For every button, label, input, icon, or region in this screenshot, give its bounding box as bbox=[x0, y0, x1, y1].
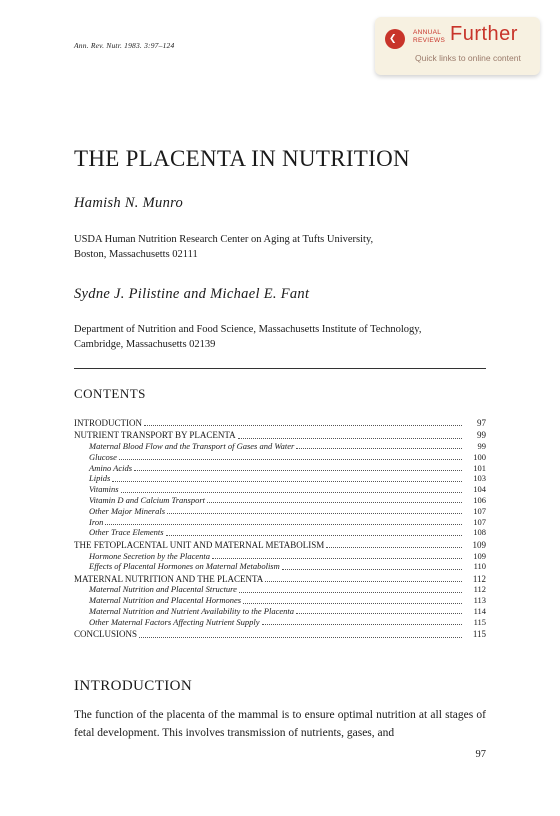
section-divider bbox=[74, 368, 486, 369]
toc-entry[interactable] bbox=[74, 517, 486, 528]
toc-entry-label: MATERNAL NUTRITION AND THE PLACENTA bbox=[74, 573, 264, 584]
toc-leader-dots bbox=[139, 630, 462, 638]
toc-leader-dots bbox=[262, 617, 462, 625]
toc-leader-dots bbox=[239, 585, 462, 593]
table-of-contents bbox=[74, 418, 486, 640]
toc-entry-label: Effects of Placental Hormones on Maternal Metabolism bbox=[89, 561, 280, 572]
toc-entry[interactable] bbox=[74, 629, 486, 640]
toc-entry-label: Maternal Nutrition and Placental Structure bbox=[89, 584, 237, 595]
toc-leader-dots bbox=[212, 551, 462, 559]
publisher-line-2: REVIEWS bbox=[413, 36, 446, 44]
affiliation-2 bbox=[74, 322, 421, 352]
page-number: 97 bbox=[475, 749, 486, 760]
toc-entry[interactable] bbox=[74, 484, 486, 495]
toc-entry-label: Iron bbox=[89, 516, 104, 527]
affiliation-2-line-2: Cambridge, Massachusetts 02139 bbox=[74, 339, 216, 350]
toc-entry-page: 100 bbox=[473, 451, 486, 462]
toc-entry-page: 107 bbox=[473, 516, 486, 527]
toc-entry[interactable] bbox=[74, 606, 486, 617]
toc-leader-dots bbox=[166, 528, 462, 536]
toc-entry[interactable] bbox=[74, 441, 486, 452]
publisher-name bbox=[413, 29, 445, 44]
introduction-paragraph: The function of the placenta of the mammal is to ensure optimal nutrition at all stages of fetal development. This involves transmission of nutrients, gases, and bbox=[74, 709, 486, 739]
affiliation-1-line-1: USDA Human Nutrition Research Center on Aging at Tufts University, bbox=[74, 234, 374, 245]
toc-entry[interactable] bbox=[74, 452, 486, 463]
toc-leader-dots bbox=[134, 463, 462, 471]
toc-entry[interactable] bbox=[74, 430, 486, 441]
toc-entry-page: 97 bbox=[477, 418, 486, 428]
toc-leader-dots bbox=[326, 540, 462, 548]
toc-leader-dots bbox=[282, 562, 462, 570]
toc-entry-label: Maternal Nutrition and Placental Hormones bbox=[89, 595, 242, 606]
toc-entry-label: Other Trace Elements bbox=[89, 527, 164, 538]
toc-entry-label: INTRODUCTION bbox=[74, 418, 142, 428]
toc-entry-page: 112 bbox=[473, 584, 486, 595]
toc-leader-dots bbox=[238, 431, 462, 439]
toc-entry[interactable] bbox=[74, 584, 486, 595]
toc-entry-label: Glucose bbox=[89, 451, 117, 462]
logo-symbol: ❮ bbox=[389, 34, 397, 44]
journal-citation: Ann. Rev. Nutr. 1983. 3:97–124 bbox=[74, 41, 175, 50]
affiliation-1-line-2: Boston, Massachusetts 02111 bbox=[74, 249, 198, 260]
toc-entry-page: 109 bbox=[472, 539, 486, 550]
toc-entry-page: 110 bbox=[473, 561, 486, 572]
toc-entry-label: Lipids bbox=[89, 473, 111, 484]
further-badge[interactable] bbox=[375, 17, 540, 75]
toc-entry-page: 99 bbox=[477, 441, 486, 452]
further-subtitle: Quick links to online content bbox=[415, 53, 521, 63]
toc-entry[interactable] bbox=[74, 418, 486, 429]
toc-entry-label: Amino Acids bbox=[89, 462, 133, 473]
toc-entry-page: 108 bbox=[473, 527, 486, 538]
toc-entry[interactable] bbox=[74, 595, 486, 606]
toc-entry-label: Maternal Nutrition and Nutrient Availability to the Placenta bbox=[89, 606, 295, 617]
toc-entry-label: Vitamins bbox=[89, 484, 119, 495]
toc-entry-label: Other Major Minerals bbox=[89, 505, 166, 516]
toc-leader-dots bbox=[243, 596, 462, 604]
toc-entry-page: 115 bbox=[472, 629, 486, 640]
author-names-2: Sydne J. Pilistine and Michael E. Fant bbox=[74, 286, 310, 302]
toc-entry[interactable] bbox=[74, 473, 486, 484]
toc-leader-dots bbox=[207, 495, 462, 503]
toc-entry-label: Other Maternal Factors Affecting Nutrient Supply bbox=[89, 616, 260, 627]
author-names-1: Hamish N. Munro bbox=[74, 195, 184, 211]
toc-entry-page: 114 bbox=[473, 606, 486, 617]
introduction-heading: INTRODUCTION bbox=[74, 678, 193, 694]
article-title: THE PLACENTA IN NUTRITION bbox=[74, 146, 410, 171]
toc-entry-label: Hormone Secretion by the Placenta bbox=[89, 550, 211, 561]
toc-entry-page: 104 bbox=[473, 484, 486, 495]
toc-entry[interactable] bbox=[74, 463, 486, 474]
toc-entry[interactable] bbox=[74, 551, 486, 562]
toc-leader-dots bbox=[265, 574, 462, 582]
toc-entry[interactable] bbox=[74, 617, 486, 628]
toc-entry[interactable] bbox=[74, 495, 486, 506]
toc-leader-dots bbox=[296, 606, 462, 614]
toc-entry[interactable] bbox=[74, 540, 486, 551]
toc-entry-label: Maternal Blood Flow and the Transport of Gases and Water bbox=[89, 441, 295, 452]
toc-entry-label: THE FETOPLACENTAL UNIT AND MATERNAL METABOLISM bbox=[74, 539, 325, 550]
toc-entry-label: NUTRIENT TRANSPORT BY PLACENTA bbox=[74, 430, 236, 441]
affiliation-1 bbox=[74, 232, 373, 262]
toc-entry-label: Vitamin D and Calcium Transport bbox=[89, 495, 206, 506]
toc-entry-page: 112 bbox=[472, 573, 486, 584]
toc-leader-dots bbox=[121, 485, 462, 493]
contents-heading: CONTENTS bbox=[74, 386, 146, 401]
toc-entry-page: 99 bbox=[477, 430, 486, 441]
toc-entry-page: 115 bbox=[473, 616, 486, 627]
toc-entry-page: 101 bbox=[473, 462, 486, 473]
toc-entry[interactable] bbox=[74, 561, 486, 572]
toc-leader-dots bbox=[119, 452, 462, 460]
annual-reviews-logo-icon bbox=[385, 29, 405, 49]
toc-entry-page: 109 bbox=[473, 550, 486, 561]
toc-leader-dots bbox=[105, 517, 462, 525]
publisher-line-1: ANNUAL bbox=[413, 29, 442, 36]
toc-entry-page: 103 bbox=[473, 473, 486, 484]
toc-leader-dots bbox=[167, 506, 462, 514]
toc-entry[interactable] bbox=[74, 527, 486, 538]
toc-entry-page: 113 bbox=[473, 595, 486, 606]
toc-leader-dots bbox=[144, 418, 462, 426]
affiliation-2-line-1: Department of Nutrition and Food Science, Massachusetts Institute of Technology, bbox=[74, 324, 422, 335]
toc-entry-page: 106 bbox=[473, 495, 486, 506]
toc-entry[interactable] bbox=[74, 506, 486, 517]
toc-leader-dots bbox=[112, 474, 462, 482]
toc-entry-label: CONCLUSIONS bbox=[74, 629, 138, 640]
toc-leader-dots bbox=[296, 441, 462, 449]
toc-entry-page: 107 bbox=[473, 505, 486, 516]
toc-entry[interactable] bbox=[74, 574, 486, 585]
further-word: Further bbox=[450, 23, 518, 45]
